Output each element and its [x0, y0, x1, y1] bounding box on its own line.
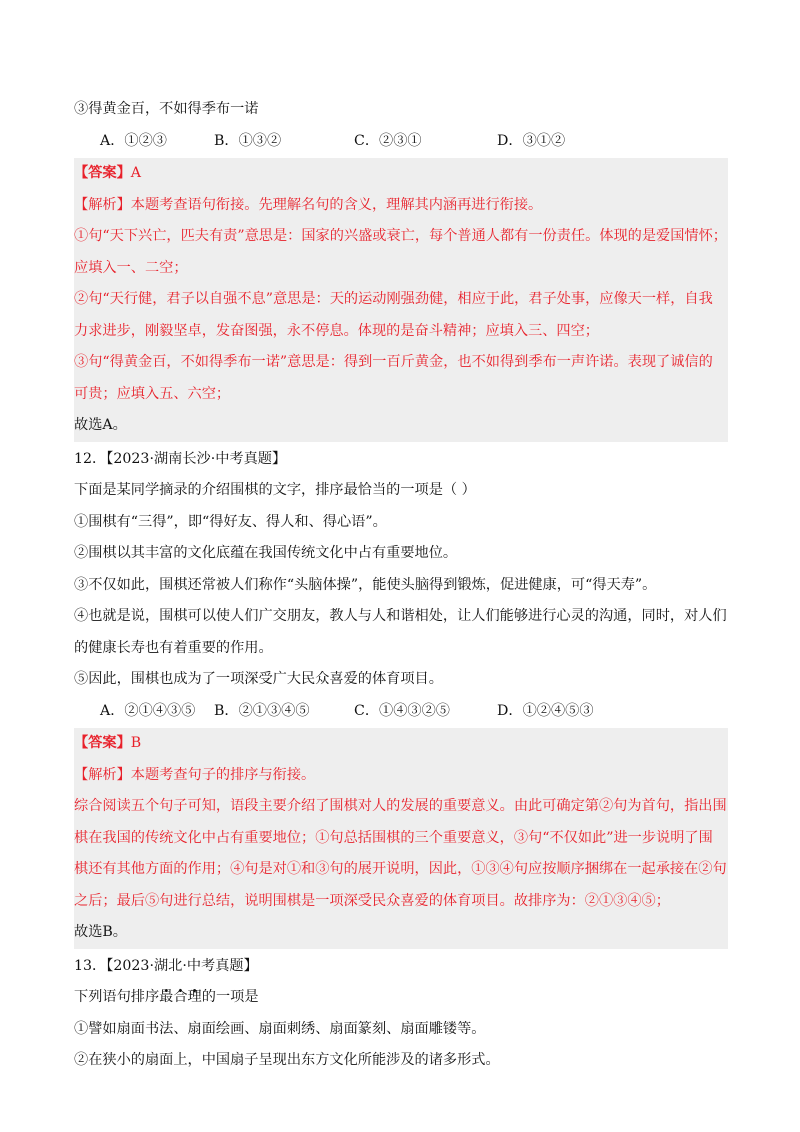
q12-option-b: B．②①③④⑤ — [214, 702, 310, 719]
q12-option-c: C．①④③②⑤ — [354, 702, 450, 719]
answer-value: A — [130, 165, 142, 181]
q13-item: ①譬如扇面书法、扇面绘画、扇面刺绣、扇面篆刻、扇面雕镂等。 — [74, 1020, 486, 1037]
q11-options — [74, 126, 728, 158]
stem-text: 下列语句排序 — [74, 989, 160, 1005]
q12-item: ②围棋以其丰富的文化底蕴在我国传统文化中占有重要地位。 — [74, 545, 458, 561]
q11-option-a: A．①②③ — [100, 132, 167, 149]
q13-item: ②在狭小的扇面上，中国扇子呈现出东方文化所能涉及的诸多形式。 — [74, 1052, 500, 1068]
emphasis-char: 理 — [187, 989, 202, 1005]
q12-item: ⑤因此，围棋也成为了一项深受广大民众喜爱的体育项目。 — [74, 671, 443, 687]
q12-item: ④也就是说，围棋可以使人们广交朋友，教人与人和谐相处，让人们能够进行心灵的沟通，同时，对人们 — [74, 608, 727, 624]
question-number: 12． — [74, 450, 107, 467]
q11-analysis-line: ②句“天行健，君子以自强不息”意思是：天的运动刚强劲健，相应于此，君子处事，应像天一样，自我 — [74, 291, 713, 307]
question-source: 【2023·湖北·中考真题】 — [106, 957, 258, 974]
answer-tag: 【答案】 — [74, 165, 131, 181]
q11-analysis-line: 可贵；应填入五、六空； — [74, 385, 231, 402]
stem-text: 的一项是 — [201, 989, 259, 1005]
emphasis-char: 合 — [173, 989, 188, 1005]
q11-answer — [74, 158, 728, 190]
q11-item-3: ③得黄金百，不如得季布一诺 — [74, 101, 259, 117]
q11-analysis-line: 力求进步，刚毅坚卓，发奋图强，永不停息。体现的是奋斗精神；应填入三、四空； — [74, 322, 599, 339]
q11-analysis-line: 应填入一、二空； — [74, 259, 188, 276]
q12-conclusion: 故选B。 — [74, 924, 127, 940]
q12-analysis-head: 【解析】本题考查句子的排序与衔接。 — [74, 766, 316, 783]
q12-analysis-line: 综合阅读五个句子可知，语段主要介绍了围棋对人的发展的重要意义。由此可确定第②句为首句，指出围 — [74, 798, 727, 814]
q11-option-d: D．③①② — [497, 132, 566, 149]
q12-analysis-line: 棋在我国的传统文化中占有重要地位；①句总括围棋的三个重要意义，③句“不仅如此”进一步说明了围 — [74, 829, 713, 846]
q12-answer-block — [74, 728, 728, 949]
q11-answer-block — [74, 158, 728, 442]
q11-option-c: C．②③① — [354, 132, 422, 149]
q11-analysis-line: ③句“得黄金百，不如得季布一诺”意思是：得到一百斤黄金，也不如得到季布一声许诺。表现了诚信的 — [74, 354, 713, 370]
q12-stem: 下面是某同学摘录的介绍围棋的文字，排序最恰当的一项是（ ） — [74, 482, 476, 498]
answer-value: B — [130, 735, 142, 751]
emphasis-char: 最 — [159, 989, 174, 1005]
q12-item: ③不仅如此，围棋还常被人们称作“头脑体操”，能使头脑得到锻炼，促进健康，可“得天寿”。 — [74, 576, 657, 593]
q12-item: 的健康长寿也有着重要的作用。 — [74, 639, 273, 656]
q11-analysis-line: ①句“天下兴亡，匹夫有责”意思是：国家的兴盛或衰亡，每个普通人都有一份责任。体现的是爱国情怀； — [74, 228, 727, 244]
q12-item: ①围棋有“三得”，即“得好友、得人和、得心语”。 — [74, 513, 387, 530]
q11-option-b: B．①③② — [214, 132, 282, 149]
question-number: 13． — [74, 957, 107, 974]
question-source: 【2023·湖南长沙·中考真题】 — [106, 450, 287, 467]
q12-options — [74, 696, 728, 728]
q11-analysis-line: 【解析】本题考查语句衔接。先理解名句的含义，理解其内涵再进行衔接。 — [74, 196, 543, 213]
answer-tag: 【答案】 — [74, 735, 131, 751]
q13-stem — [74, 982, 728, 1014]
q11-conclusion: 故选A。 — [74, 417, 127, 433]
q13-header — [74, 951, 728, 983]
q12-option-d: D．①②④⑤③ — [497, 702, 594, 719]
q12-header — [74, 444, 728, 476]
q12-analysis-line: 之后；最后⑤句进行总结，说明围棋是一项深受民众喜爱的体育项目。故排序为：②①③④⑤； — [74, 892, 670, 909]
document-page — [74, 94, 728, 1077]
q12-option-a: A．②①④③⑤ — [100, 702, 196, 719]
q12-answer — [74, 728, 728, 760]
q12-analysis-line: 棋还有其他方面的作用；④句是对①和③句的展开说明，因此，①③④句应按顺序捆绑在一起承接在②句 — [74, 861, 727, 877]
